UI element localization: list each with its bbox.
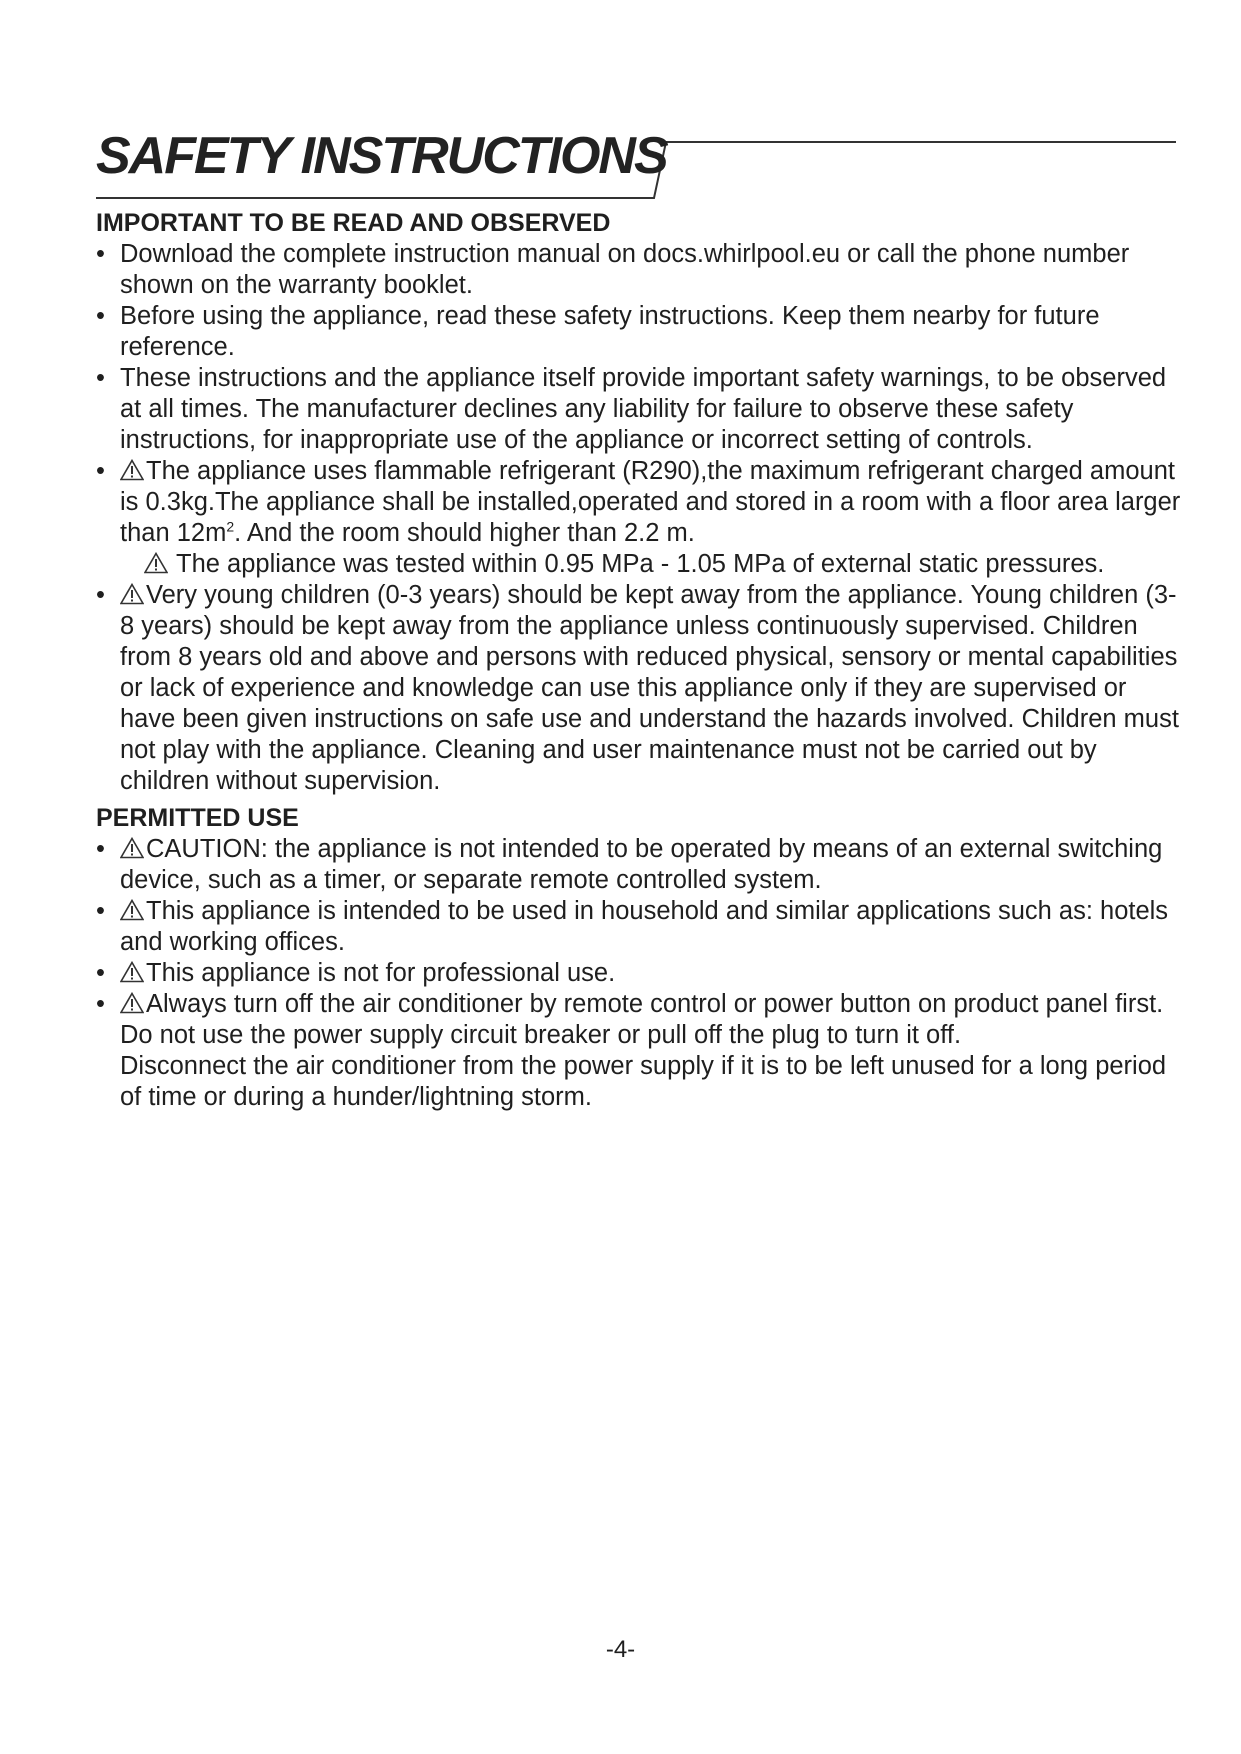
superscript: 2: [226, 518, 235, 535]
bullet: •: [96, 835, 105, 863]
warning-triangle-icon: [120, 992, 144, 1014]
warning-triangle-icon: [120, 583, 144, 605]
list-item: [96, 301, 1181, 363]
bullet: •: [96, 959, 105, 987]
warning-triangle-icon: [120, 961, 144, 983]
bullet: •: [96, 990, 105, 1018]
list-item: [96, 363, 1181, 456]
list-item-text: Download the complete instruction manual on docs.whirlpool.eu or call the phone number shown on the warranty booklet.: [120, 240, 1130, 299]
list-item-text: This appliance is not for professional use.: [146, 959, 616, 987]
page-number: -4-: [605, 1636, 636, 1663]
list-item: [96, 456, 1181, 580]
section-heading-important: IMPORTANT TO BE READ AND OBSERVED: [96, 209, 611, 237]
document-body: [96, 208, 1181, 1113]
important-list: [96, 239, 1181, 797]
warning-triangle-icon: [144, 552, 168, 574]
warning-triangle-icon: [120, 459, 144, 481]
bullet: •: [96, 897, 105, 925]
list-item-extra: Disconnect the air conditioner from the power supply if it is to be left unused for a long period of time or during a hunder/lightning storm.: [120, 1052, 1167, 1111]
list-item-text: This appliance is intended to be used in household and similar applications such as: hotels and working offices.: [120, 897, 1169, 956]
bullet: •: [96, 240, 105, 268]
list-item-text: Before using the appliance, read these safety instructions. Keep them nearby for future reference.: [120, 302, 1100, 361]
list-item: [96, 834, 1181, 896]
pressure-note-text: The appliance was tested within 0.95 MPa - 1.05 MPa of external static pressures.: [176, 550, 1105, 578]
list-item-text: CAUTION: the appliance is not intended to be operated by means of an external switching device, such as a timer, or separate remote controlled system.: [120, 835, 1163, 894]
list-item: [96, 989, 1181, 1113]
section-heading-permitted-use: PERMITTED USE: [96, 804, 299, 832]
list-item-extra: Do not use the power supply circuit breaker or pull off the plug to turn it off.: [120, 1021, 962, 1049]
list-item: [96, 896, 1181, 958]
refrigerant-text: The appliance uses flammable refrigerant (R290),the maximum refrigerant charged amount is 0.3kg.The appliance shall be installed,operated and stored in a room with a floor area larger than 12m: [120, 457, 1181, 547]
warning-triangle-icon: [120, 837, 144, 859]
list-item: [96, 580, 1181, 797]
page-title: SAFETY INSTRUCTIONS: [96, 127, 667, 185]
list-item: [96, 958, 1181, 989]
bullet: •: [96, 302, 105, 330]
bullet: •: [96, 364, 105, 392]
title-block: [96, 118, 1176, 208]
bullet: •: [96, 457, 105, 485]
permitted-use-list: [96, 834, 1181, 1113]
bullet: •: [96, 581, 105, 609]
refrigerant-text-end: . And the room should higher than 2.2 m.: [234, 519, 695, 547]
pressure-note: [120, 549, 1181, 580]
list-item-text: These instructions and the appliance itself provide important safety warnings, to be observed at all times. The manufacturer declines any liability for failure to observe these safety instructions, for inappropriate use of the appliance or incorrect setting of controls.: [120, 364, 1167, 454]
list-item: [96, 239, 1181, 301]
list-item-text: Very young children (0-3 years) should be kept away from the appliance. Young children (3-8 years) should be kept away from the appliance unless continuously supervised. Children from 8 years old and above and persons with reduced physical, sensory or mental capabilities or lack of experience and knowledge can use this appliance only if they are supervised or have been given instructions on safe use and understand the hazards involved. Children must not play with the appliance. Cleaning and user maintenance must not be carried out by children without supervision.: [120, 581, 1179, 795]
list-item-text: Always turn off the air conditioner by remote control or power button on product panel first.: [146, 990, 1164, 1018]
warning-triangle-icon: [120, 899, 144, 921]
